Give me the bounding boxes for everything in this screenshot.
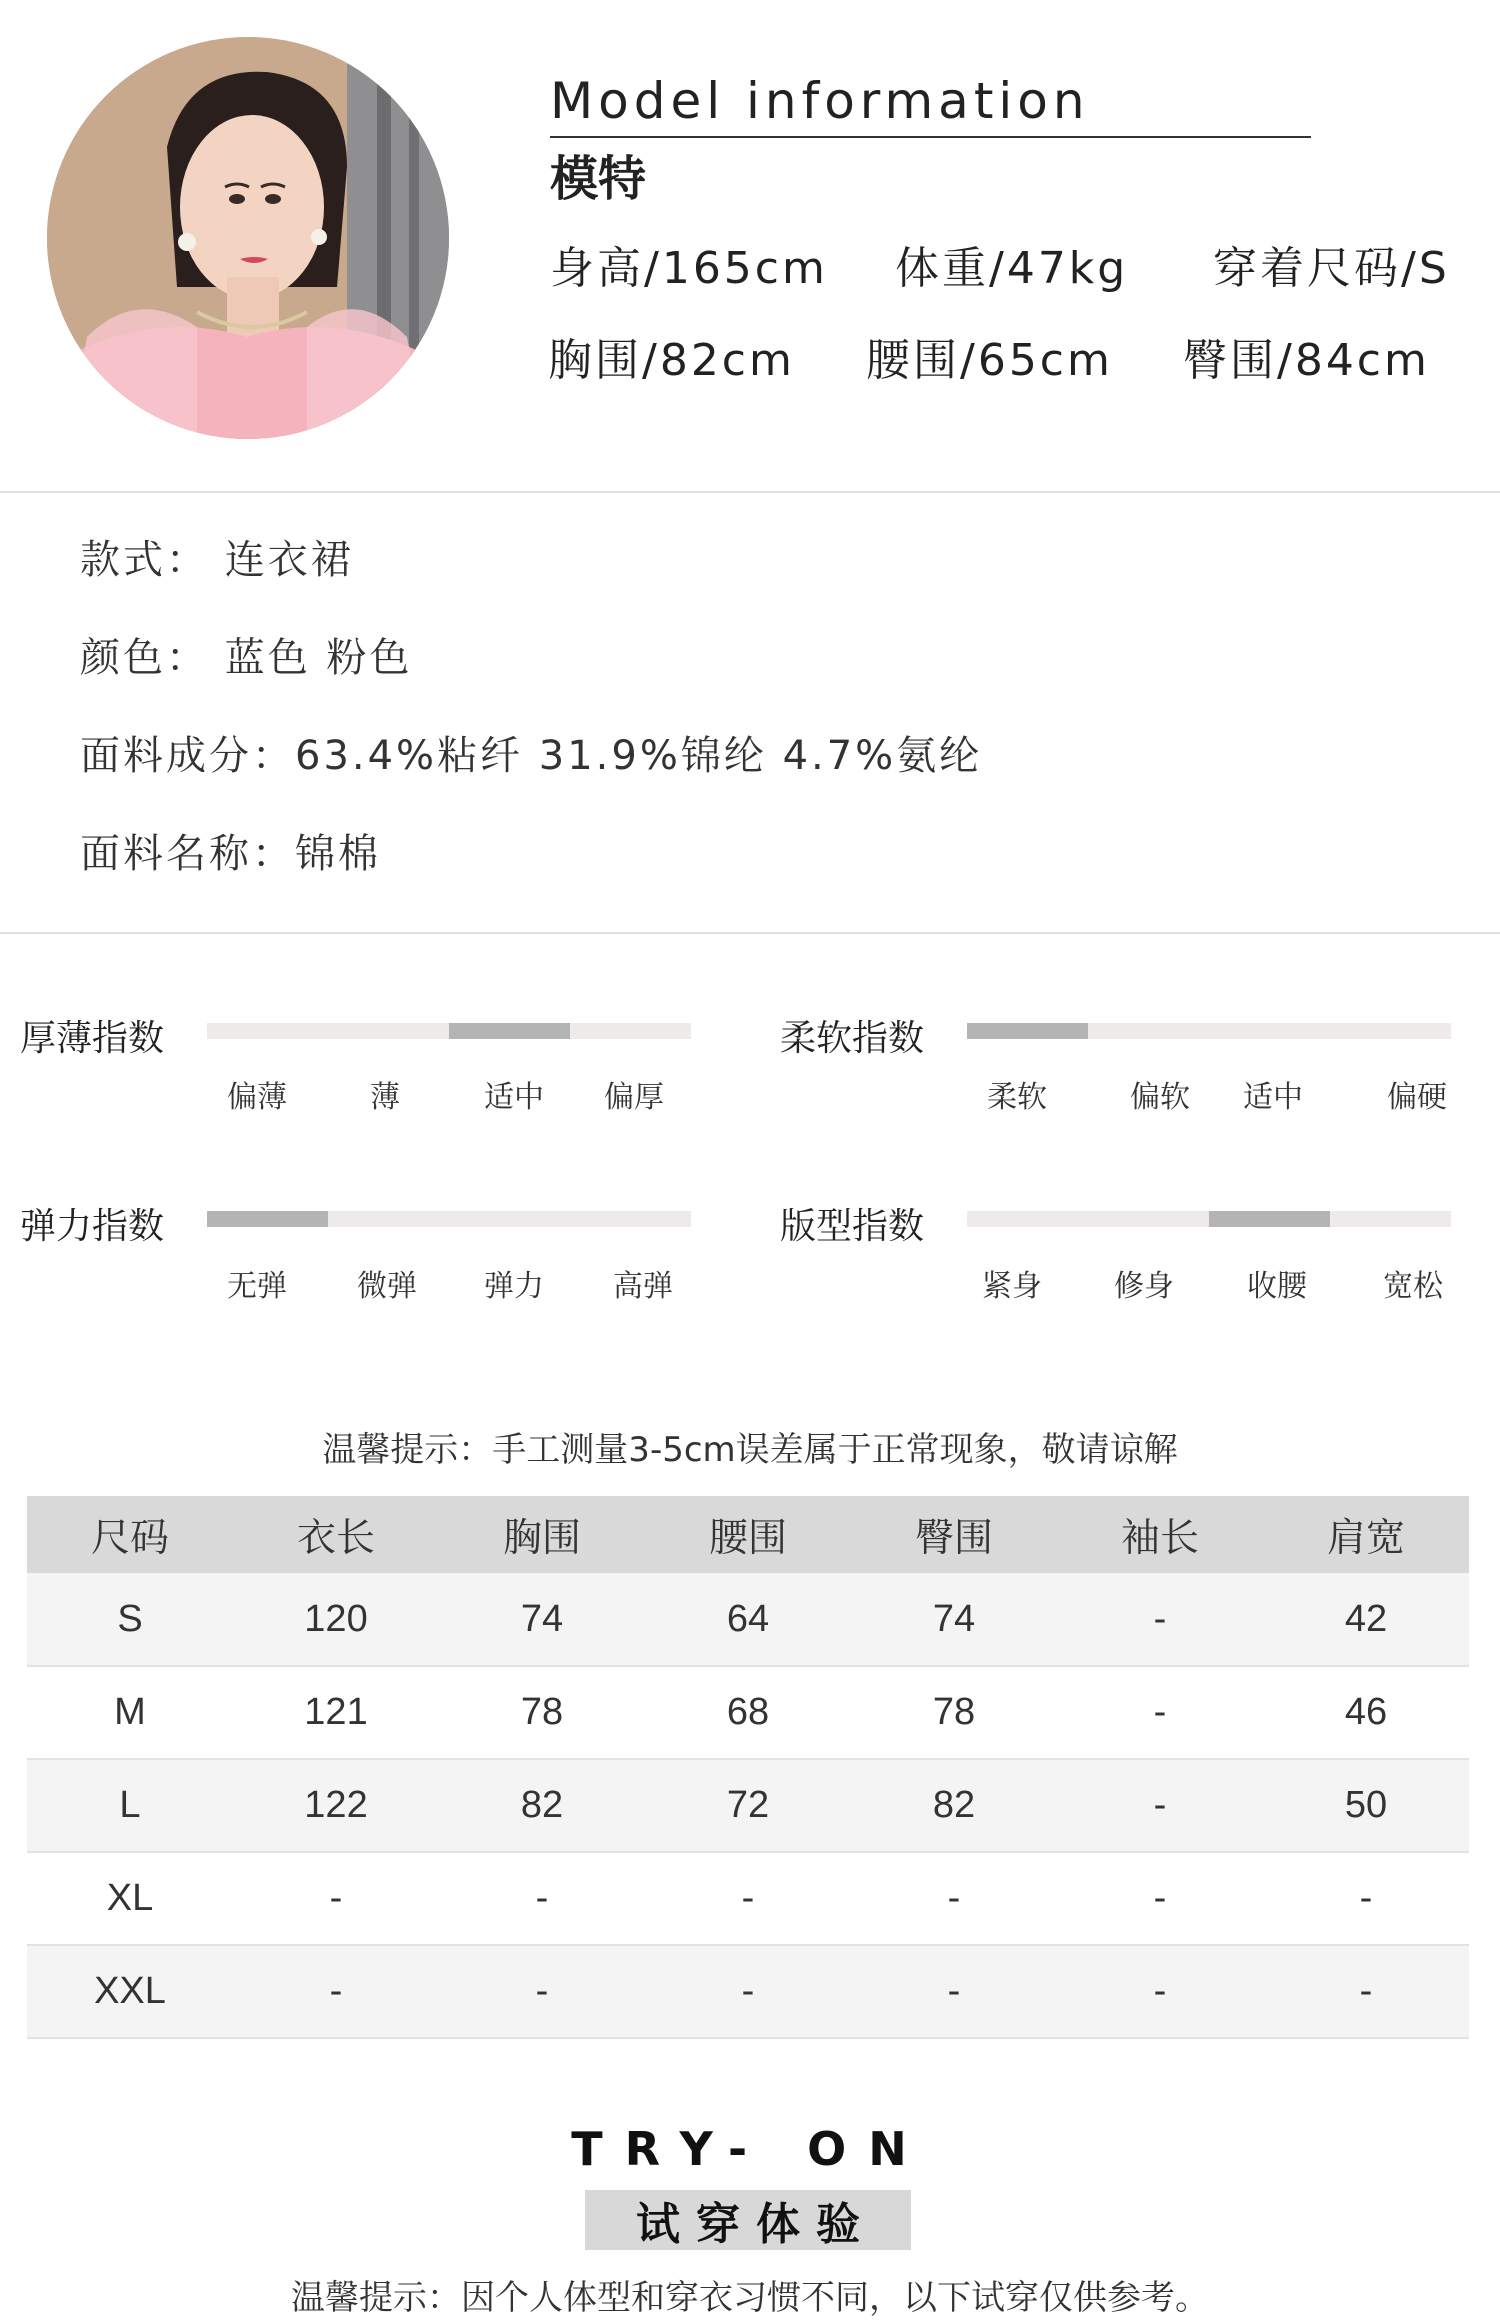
model-avatar — [47, 37, 449, 439]
index-option: 无弹 — [227, 1269, 287, 1304]
index-bar-fit — [967, 1211, 1451, 1227]
index-bar-thickness — [207, 1023, 691, 1039]
table-cell: 72 — [726, 1784, 770, 1826]
table-cell: - — [1153, 1691, 1167, 1733]
table-cell: 42 — [1344, 1597, 1388, 1640]
table-cell: - — [535, 1970, 549, 2012]
divider — [0, 932, 1500, 934]
table-header-cell: 衣长 — [296, 1515, 375, 1561]
table-header-cell: 肩宽 — [1326, 1515, 1405, 1561]
table-cell: - — [1153, 1877, 1167, 1919]
spec-composition: 面料成分：63.4%粘纤 31.9%锦纶 4.7%氨纶 — [80, 733, 983, 779]
table-cell: 74 — [520, 1597, 564, 1640]
table-cell: 50 — [1344, 1784, 1388, 1826]
index-option: 偏薄 — [227, 1080, 287, 1115]
table-cell: - — [1153, 1970, 1167, 2012]
stat-hip: 臀围/84cm — [1183, 335, 1430, 386]
table-row — [27, 1945, 1469, 2038]
table-cell: 78 — [520, 1691, 564, 1733]
table-cell: - — [1153, 1597, 1167, 1640]
table-header-cell: 腰围 — [708, 1515, 787, 1561]
table-cell: 120 — [304, 1597, 368, 1640]
title-underline — [550, 136, 1311, 138]
table-header-cell: 尺码 — [90, 1515, 169, 1561]
spec-color: 颜色： 蓝色 粉色 — [80, 635, 413, 681]
index-option: 收腰 — [1247, 1269, 1307, 1304]
index-bar-fill — [967, 1023, 1088, 1039]
index-option: 紧身 — [982, 1269, 1042, 1304]
table-cell: M — [114, 1691, 146, 1733]
table-row — [27, 1759, 1469, 1852]
table-row — [27, 1666, 1469, 1759]
tryon-title-en: TRY- ON — [571, 2122, 929, 2176]
index-option: 微弹 — [357, 1269, 417, 1304]
stat-waist: 腰围/65cm — [866, 335, 1113, 386]
table-header-cell: 胸围 — [502, 1515, 581, 1561]
index-option: 薄 — [370, 1080, 400, 1115]
index-title-fit: 版型指数 — [780, 1206, 925, 1247]
index-bar-fill — [449, 1023, 570, 1039]
index-option: 适中 — [1243, 1080, 1303, 1115]
index-bar-softness — [967, 1023, 1451, 1039]
table-cell: - — [329, 1970, 343, 2012]
table-cell: - — [329, 1877, 343, 1919]
index-option: 柔软 — [987, 1080, 1047, 1115]
spec-style: 款式： 连衣裙 — [80, 537, 354, 583]
measure-note: 温馨提示：手工测量3-5cm误差属于正常现象，敬请谅解 — [322, 1430, 1178, 1470]
tryon-note: 温馨提示：因个人体型和穿衣习惯不同，以下试穿仅供参考。 — [291, 2278, 1209, 2318]
table-cell: - — [741, 1877, 755, 1919]
index-option: 弹力 — [484, 1269, 544, 1304]
index-bar-fill — [207, 1211, 328, 1227]
table-cell: S — [117, 1597, 143, 1640]
table-cell: - — [741, 1970, 755, 2012]
table-cell: 78 — [932, 1691, 976, 1733]
table-cell: 122 — [304, 1784, 368, 1826]
table-cell: - — [1153, 1784, 1167, 1826]
table-cell: - — [947, 1970, 961, 2012]
table-cell: 74 — [932, 1597, 976, 1640]
index-option: 偏硬 — [1387, 1080, 1447, 1115]
table-cell: 68 — [726, 1691, 770, 1733]
table-cell: - — [535, 1877, 549, 1919]
stat-weight: 体重/47kg — [895, 243, 1129, 294]
stat-bust: 胸围/82cm — [548, 335, 795, 386]
index-title-elasticity: 弹力指数 — [20, 1206, 165, 1247]
size-table — [27, 1496, 1469, 2039]
table-cell: - — [947, 1877, 961, 1919]
table-row — [27, 1573, 1469, 1666]
table-cell: - — [1359, 1877, 1373, 1919]
table-cell: 82 — [520, 1784, 564, 1826]
table-cell: 121 — [304, 1691, 368, 1733]
table-cell: L — [119, 1784, 141, 1826]
table-cell: - — [1359, 1970, 1373, 2012]
index-title-thickness: 厚薄指数 — [20, 1018, 165, 1059]
index-option: 偏厚 — [604, 1080, 664, 1115]
stat-height: 身高/165cm — [550, 243, 828, 294]
index-bar-elasticity — [207, 1211, 691, 1227]
model-title-cn: 模特 — [550, 151, 647, 207]
spec-fabric: 面料名称：锦棉 — [80, 831, 381, 877]
index-option: 高弹 — [613, 1269, 673, 1304]
index-option: 偏软 — [1130, 1080, 1190, 1115]
tryon-title-cn: 试穿体验 — [636, 2199, 876, 2250]
table-header-cell: 臀围 — [914, 1515, 993, 1561]
model-title-en: Model information — [550, 72, 1090, 130]
index-title-softness: 柔软指数 — [780, 1018, 925, 1059]
table-header-cell: 袖长 — [1120, 1515, 1199, 1561]
index-option: 宽松 — [1383, 1269, 1443, 1304]
table-cell: 46 — [1344, 1691, 1388, 1733]
table-cell: XXL — [94, 1970, 166, 2012]
table-header-row — [27, 1496, 1469, 1573]
index-option: 适中 — [484, 1080, 544, 1115]
index-bar-fill — [1209, 1211, 1330, 1227]
table-cell: 82 — [932, 1784, 976, 1826]
tryon-title-box — [585, 2190, 911, 2250]
table-cell: 64 — [726, 1597, 770, 1640]
divider — [0, 491, 1500, 493]
table-row — [27, 1852, 1469, 1945]
index-option: 修身 — [1114, 1269, 1174, 1304]
table-cell: XL — [106, 1877, 154, 1919]
stat-size: 穿着尺码/S — [1213, 243, 1450, 294]
